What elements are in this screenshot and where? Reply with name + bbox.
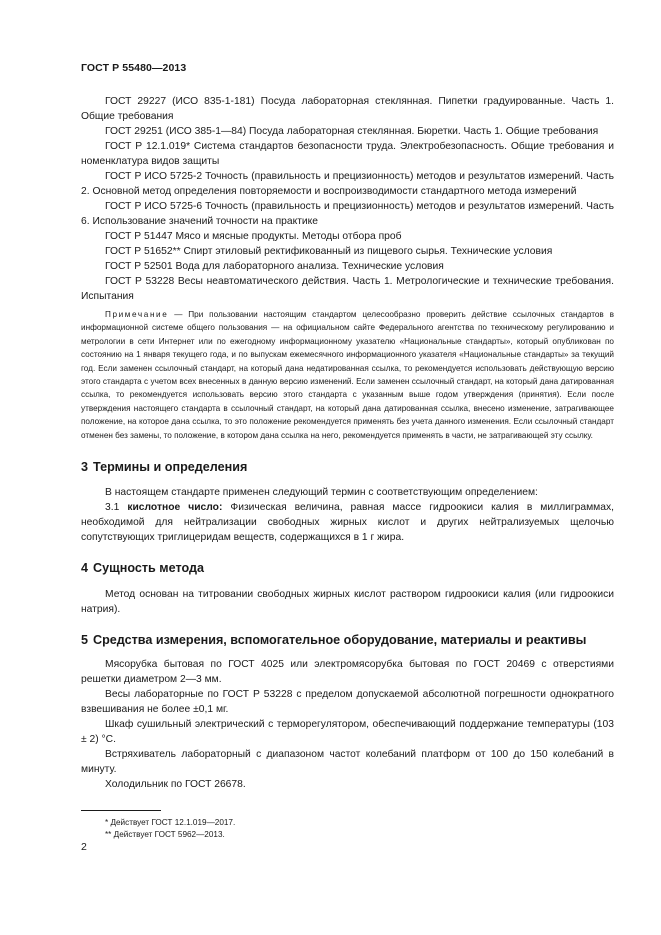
reference-item: ГОСТ Р 51447 Мясо и мясные продукты. Методы отбора проб [105, 231, 402, 242]
reference-item: ГОСТ Р 52501 Вода для лабораторного анализа. Технические условия [105, 261, 444, 272]
term-definition [81, 500, 614, 545]
section-heading [81, 632, 614, 649]
equipment-item: Холодильник по ГОСТ 26678. [105, 779, 246, 791]
term-name: кислотное число: [127, 502, 223, 514]
note-paragraph [81, 308, 614, 442]
references-list [81, 94, 614, 304]
footnote: * Действует ГОСТ 12.1.019—2017. [105, 818, 236, 828]
equipment-item: Встряхиватель лабораторный с диапазоном частот колебаний платформ от 100 до 150 колебаний в минуту. [81, 749, 614, 776]
reference-item: ГОСТ Р 12.1.019* Система стандартов безопасности труда. Электробезопасность. Общие требования и номенклатура видов защиты [81, 141, 614, 167]
reference-item: ГОСТ Р ИСО 5725-6 Точность (правильность и прецизионность) методов и результатов измерений. Часть 6. Использование значений точности на практике [81, 201, 614, 227]
reference-item: ГОСТ 29251 (ИСО 385-1—84) Посуда лабораторная стеклянная. Бюретки. Часть 1. Общие требования [105, 126, 599, 137]
document-header: ГОСТ Р 55480—2013 [81, 62, 187, 74]
footnote-divider [81, 810, 161, 811]
equipment-item: Весы лабораторные по ГОСТ Р 53228 с пределом допускаемой абсолютной погрешности однократного взвешивания не более ±0,1 мг. [81, 689, 614, 716]
footnote: ** Действует ГОСТ 5962—2013. [105, 830, 225, 840]
reference-item: ГОСТ Р 51652** Спирт этиловый ректификованный из пищевого сырья. Технические условия [105, 246, 553, 257]
section-heading [81, 560, 614, 577]
reference-item: ГОСТ Р ИСО 5725-2 Точность (правильность и прецизионность) методов и результатов измерений. Часть 2. Основной метод определения повторяемости и воспроизводимости стандартного метода измерений [81, 171, 614, 197]
equipment-item: Шкаф сушильный электрический с терморегулятором, обеспечивающий поддержание температуры (103 ± 2) °С. [81, 719, 614, 746]
page-content [81, 94, 614, 841]
section-text: Метод основан на титровании свободных жирных кислот раствором гидроокиси калия (или гидроокиси натрия). [81, 589, 614, 616]
definition-text: Физическая величина, равная массе гидроокиси калия в миллиграммах, необходимой для нейтрализации свободных жирных кислот и других нейтрализуемых щелочью сопутствующих триглицеридам веществ, содержащихся в 1 г жира. [81, 502, 614, 544]
section-heading [81, 459, 614, 476]
section-title: Сущность метода [93, 561, 204, 576]
section-number: 3 [81, 460, 89, 475]
reference-item: ГОСТ 29227 (ИСО 835-1-181) Посуда лабораторная стеклянная. Пипетки градуированные. Часть 1. Общие требования [81, 96, 614, 122]
note-label: Примечание [105, 310, 169, 319]
note-text: — При пользовании настоящим стандартом целесообразно проверить действие ссылочных стандартов в информационной системе общего пользования — на официальном сайте Федерального агентства по техническому регулированию и метрологии в сети Интернет или по ежегодному информационному указателю «Национальные стандарты», который опубликован по состоянию на 1 января текущего года, и по выпускам ежемесячного информационного указателя «Национальные стандарты» за текущий год. Если заменен ссылочный стандарт, на который дана недатированная ссылка, то рекомендуется использовать действующую версию этого стандарта с учетом всех внесенных в данную версию изменений. Если заменен ссылочный стандарт, на который дана датированная ссылка, то рекомендуется использовать версию этого стандарта с указанным выше годом утверждения (принятия). Если после утверждения настоящего стандарта в ссылочный стандарт, на который дана датированная ссылка, внесено изменение, затрагивающее положение, на которое дана ссылка, то это положение рекомендуется применять без учета данного изменения. Если ссылочный стандарт отменен без замены, то положение, в котором дана ссылка на него, рекомендуется применять в части, не затрагивающей эту ссылку. [81, 310, 614, 440]
term-number: 3.1 [105, 502, 120, 514]
equipment-item: Мясорубка бытовая по ГОСТ 4025 или электромясорубка бытовая по ГОСТ 20469 с отверстиями решетки диаметром 2—3 мм. [81, 659, 614, 686]
page-number: 2 [81, 841, 87, 853]
section-intro: В настоящем стандарте применен следующий термин с соответствующим определением: [105, 487, 538, 499]
equipment-list [81, 657, 614, 792]
reference-item: ГОСТ Р 53228 Весы неавтоматического действия. Часть 1. Метрологические и технические требования. Испытания [81, 276, 614, 302]
section-number: 5 [81, 633, 89, 648]
section-title: Средства измерения, вспомогательное оборудование, материалы и реактивы [93, 633, 587, 648]
section-title: Термины и определения [93, 460, 248, 475]
section-number: 4 [81, 561, 89, 576]
